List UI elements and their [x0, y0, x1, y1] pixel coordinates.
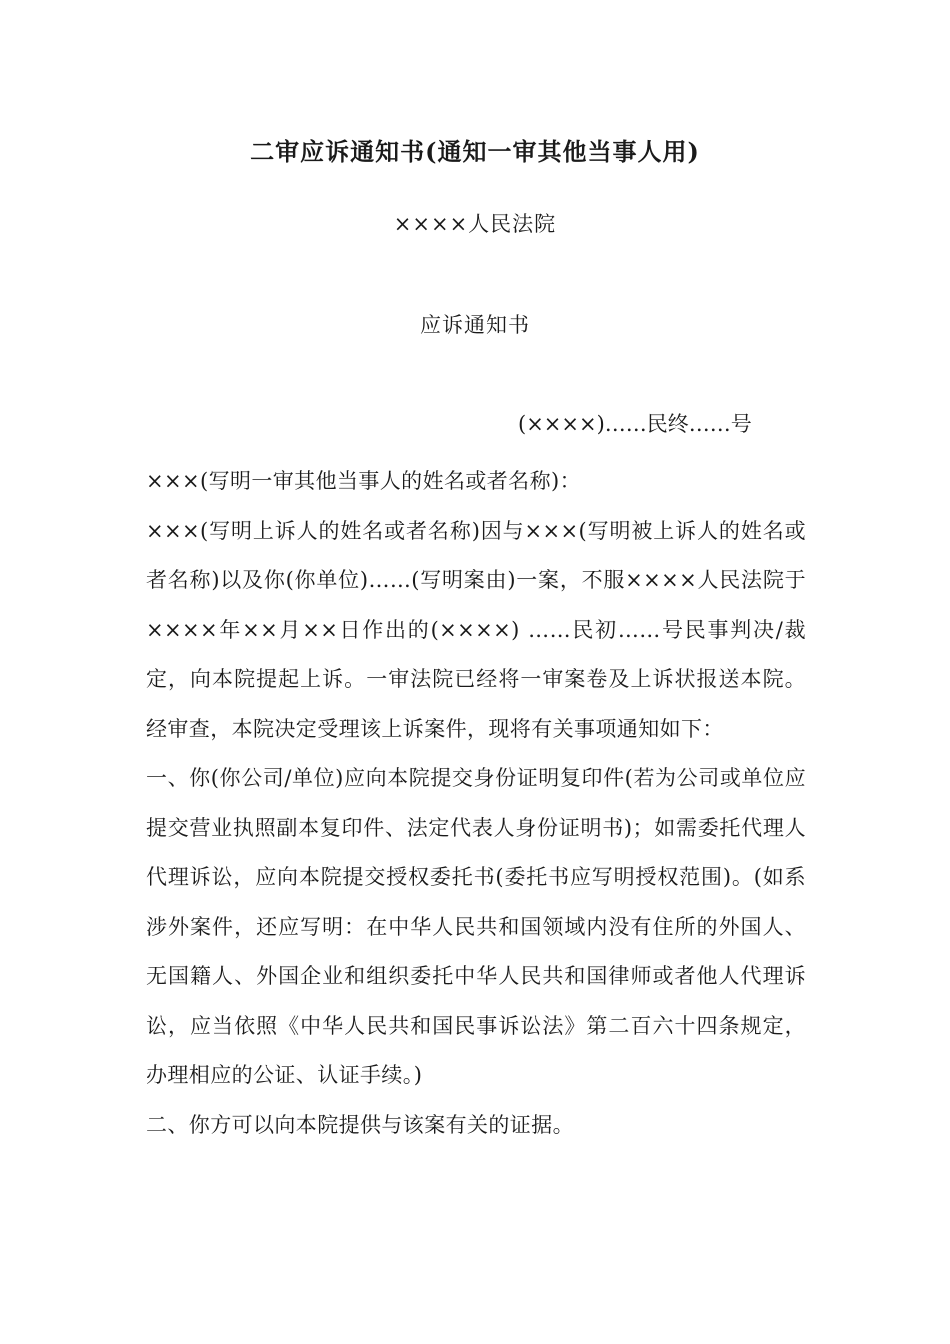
paragraph-item-2: 二、你方可以向本院提供与该案有关的证据。 [146, 1112, 574, 1137]
addressee-line: ×××(写明一审其他当事人的姓名或者名称)： [146, 469, 581, 493]
paragraph-item-1: 一、你(你公司/单位)应向本院提交身份证明复印件(若为公司或单位应提交营业执照副本复印件、法定代表人身份证明书)；如需委托代理人代理诉讼，应向本院提交授权委托书(委托书应写明授权范围)。(如系涉外案件，还应写明：在中华人民共和国领域内没有住所的外国人、无国籍人、外国企业和组织委托中华人民共和国律师或者他人代理诉讼，应当依照《中华人民共和国民事诉讼法》第二百六十四条规定，办理相应的公证、认证手续。) [146, 766, 806, 1087]
case-number: (××××)……民终……号 [518, 412, 752, 436]
paragraph-intro: ×××(写明上诉人的姓名或者名称)因与×××(写明被上诉人的姓名或者名称)以及你(你单位)……(写明案由)一案，不服××××人民法院于××××年××月××日作出的(××××) ……民初……号民事判决/裁定，向本院提起上诉。一审法院已经将一审案卷及上诉状报送本院。经审查，本院决定受理该上诉案件，现将有关事项通知如下： [146, 518, 806, 741]
document-type-heading: 应诉通知书 [420, 313, 530, 337]
document-body [146, 457, 806, 1150]
document-title: 二审应诉通知书(通知一审其他当事人用) [250, 137, 700, 166]
court-name: ××××人民法院 [393, 212, 557, 236]
